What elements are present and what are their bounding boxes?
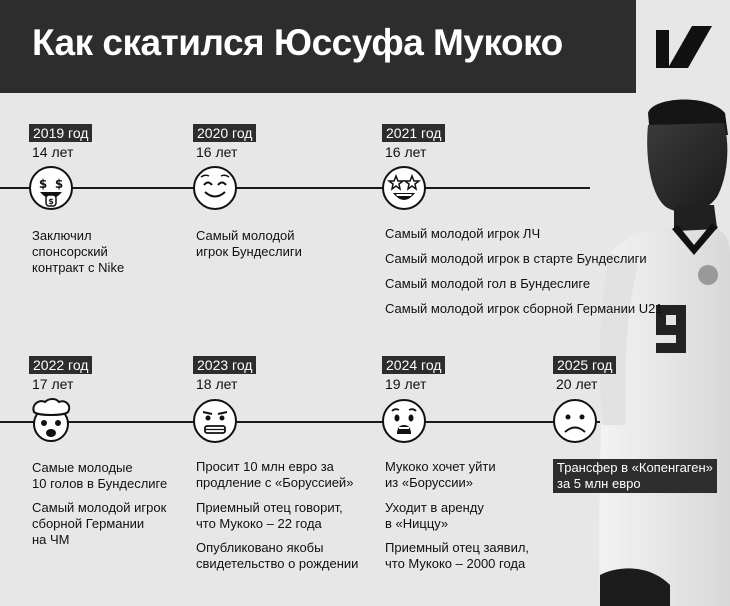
fact-text: Трансфер в «Копенгаген» за 5 млн евро	[553, 459, 717, 493]
exploding-head-icon	[28, 398, 74, 444]
fact-text: Самые молодые 10 голов в Бундеслиге	[32, 460, 168, 491]
year-label: 2023 год	[193, 356, 256, 374]
fact-text: Приемный отец говорит, что Мукоко – 22 года	[196, 500, 343, 531]
fact-text: Уходит в аренду в «Ниццу»	[385, 500, 484, 531]
fact-text: Просит 10 млн евро за продление с «Боруссией»	[196, 459, 354, 490]
fact-text: Самый молодой игрок сборной Германии на ЧМ	[32, 500, 167, 547]
fact-text: Самый молодой игрок ЛЧ	[385, 226, 541, 241]
age-label: 16 лет	[196, 144, 238, 160]
smiling-face-icon	[192, 165, 238, 211]
svg-text:$: $	[38, 177, 48, 191]
fact-text: Мукоко хочет уйти из «Боруссии»	[385, 459, 496, 490]
svg-text:$: $	[48, 197, 54, 206]
money-mouth-face-icon	[28, 165, 74, 211]
fact-text: Самый молодой игрок сборной Германии U21	[385, 301, 663, 316]
timeline-line-bottom	[0, 421, 600, 423]
svg-text:$: $	[54, 177, 64, 191]
fact-text: Заключил спонсорский контракт с Nike	[32, 228, 125, 275]
year-label: 2024 год	[382, 356, 445, 374]
age-label: 19 лет	[385, 376, 427, 392]
header-banner	[0, 0, 636, 93]
timeline-line-top	[0, 187, 590, 189]
age-label: 17 лет	[32, 376, 74, 392]
age-label: 16 лет	[385, 144, 427, 160]
anguished-face-icon	[381, 398, 427, 444]
year-label: 2025 год	[553, 356, 616, 374]
fact-text: Опубликовано якобы свидетельство о рождении	[196, 540, 359, 571]
year-label: 2021 год	[382, 124, 445, 142]
star-struck-face-icon	[381, 165, 427, 211]
page-title: Как скатился Юссуфа Мукоко	[32, 22, 563, 63]
grimacing-face-icon	[192, 398, 238, 444]
publisher-logo-icon	[654, 24, 712, 70]
year-label: 2022 год	[29, 356, 92, 374]
frowning-face-icon	[552, 398, 598, 444]
year-label: 2019 год	[29, 124, 92, 142]
fact-text: Приемный отец заявил, что Мукоко – 2000 года	[385, 540, 530, 571]
age-label: 18 лет	[196, 376, 238, 392]
year-label: 2020 год	[193, 124, 256, 142]
fact-text: Самый молодой гол в Бундеслиге	[385, 276, 591, 291]
fact-text: Самый молодой игрок в старте Бундеслиги	[385, 251, 647, 266]
age-label: 14 лет	[32, 144, 74, 160]
age-label: 20 лет	[556, 376, 598, 392]
fact-text: Самый молодой игрок Бундеслиги	[196, 228, 302, 259]
player-photo	[590, 95, 730, 606]
